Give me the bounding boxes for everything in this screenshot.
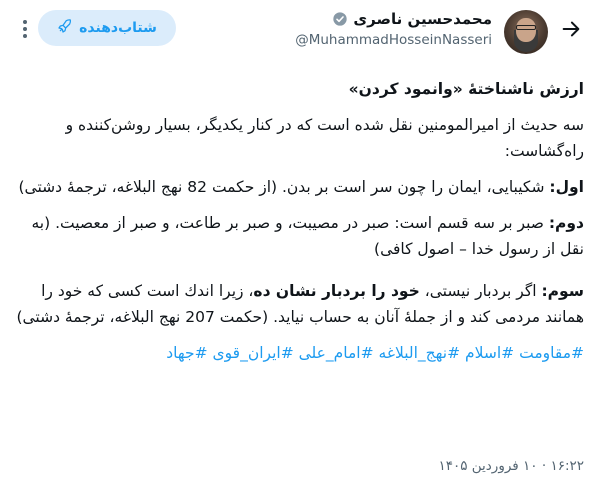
author-handle[interactable]: @MuhammadHosseinNasseri (295, 32, 492, 48)
verified-badge-icon (332, 11, 348, 27)
hashtag[interactable]: #اسلام (465, 344, 515, 362)
hadith-third-pre: اگر بردبار نیستی، (419, 282, 542, 300)
hadith-first (14, 174, 584, 200)
hadith-third (14, 278, 584, 330)
author-name-row (295, 10, 492, 28)
hadith-third-bold: خود را بردبار نشان ده (253, 282, 420, 300)
post-intro: سه حدیث از امیرالمومنین نقل شده است که در کنار یکدیگر، بسیار روشن‌کننده و راه‌گشاست: (65, 116, 584, 160)
post-header (0, 0, 600, 64)
more-vertical-icon[interactable] (14, 18, 36, 40)
rocket-icon (57, 18, 73, 38)
post-title: ارزش ناشناختهٔ «وانمود کردن» (348, 80, 584, 98)
hashtags (14, 340, 584, 366)
avatar[interactable] (504, 10, 548, 54)
hashtag[interactable]: #امام_علی (298, 344, 374, 362)
hadith-second-label: دوم: (548, 214, 584, 232)
author-info[interactable] (295, 10, 492, 48)
post-body (14, 76, 584, 366)
hadith-second-text: صبر بر سه قسم است: صبر در مصیبت، و صبر بر طاعت، و صبر از معصیت. (به نقل از رسول خدا – اصول کافی) (31, 214, 584, 258)
post-timestamp[interactable]: ۱۶:۲۲ · ۱۰ فروردین ۱۴۰۵ (438, 458, 584, 474)
hadith-second (14, 210, 584, 262)
author-name[interactable]: محمدحسین ناصری (353, 10, 492, 28)
arrow-right-icon[interactable] (556, 14, 586, 44)
hashtag[interactable]: #نهج_البلاغه (378, 344, 461, 362)
hashtag[interactable]: #ایران_قوی (212, 344, 294, 362)
hadith-first-label: اول: (549, 178, 584, 196)
boost-label: شتاب‌دهنده (79, 20, 157, 36)
hadith-third-label: سوم: (541, 282, 584, 300)
spacer (14, 262, 584, 278)
boost-button[interactable] (38, 10, 176, 46)
hadith-first-text: شکیبایی، ایمان را چون سر است بر بدن. (از حکمت 82 نهج البلاغه، ترجمهٔ دشتی) (18, 178, 550, 196)
hadith-third-post: ، زیرا اندك است کسی که خود را همانند مردمی کند و از جملهٔ آنان به حساب نیاید. (حکمت 207 نهج البلاغه، ترجمهٔ دشتی) (16, 282, 584, 326)
hashtag[interactable]: #مقاومت (519, 344, 584, 362)
hashtag[interactable]: #جهاد (166, 344, 208, 362)
